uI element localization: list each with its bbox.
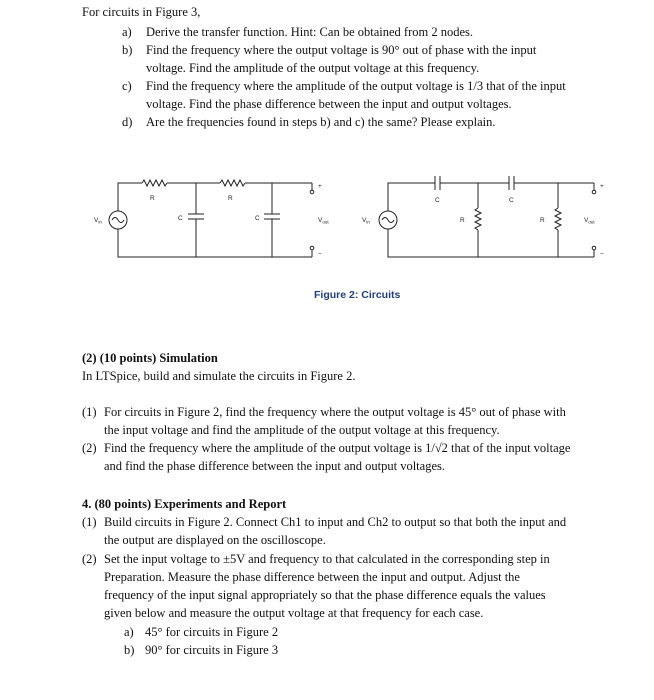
exp-item2-line-1: Set the input voltage to ±5V and frequency to that calculated in the corresponding step in [104,552,550,566]
experiments-heading: 4. (80 points) Experiments and Report [82,497,287,511]
figure-caption: Figure 2: Circuits [314,289,401,301]
right-vout-label: $V_{out}$ [584,217,595,225]
simulation-heading: (2) (10 points) Simulation [82,351,218,365]
exp-item2-line-2: Preparation. Measure the phase difference between the input and output. Adjust the [104,570,520,584]
prelab-a-marker: a) [122,25,132,39]
sim-item1-marker: (1) [82,405,97,419]
left-c1-label: C [178,215,183,222]
exp-item2-line-3: frequency of the input signal appropriately so that the phase difference equals the values [104,588,546,602]
sim-item2-line-2: and find the phase difference between the input and output voltages. [104,459,445,473]
right-r1-label: R [460,217,465,224]
prelab-b-line-1: Find the frequency where the output voltage is 90° out of phase with the input [146,43,537,57]
left-r1-label: R [150,195,155,202]
exp-item1-line-2: the output are displayed on the oscilloscope. [104,533,326,547]
simulation-intro: In LTSpice, build and simulate the circuits in Figure 2. [82,369,356,383]
right-plus-sign: + [600,183,604,190]
prelab-b-line-2: voltage. Find the amplitude of the output voltage at this frequency. [146,61,480,75]
prelab-a-line-1: Derive the transfer function. Hint: Can be obtained from 2 nodes. [146,25,473,39]
right-r2-label: R [540,217,545,224]
right-vin-label: $V_{in}$ [362,217,370,225]
prelab-d-marker: d) [122,115,133,129]
sim-item2-marker: (2) [82,441,97,455]
left-c2-label: C [255,215,260,222]
right-minus-sign: − [600,251,604,258]
exp-item1-line-1: Build circuits in Figure 2. Connect Ch1 to input and Ch2 to output so that both the input and [104,515,567,529]
exp-sub-a-text: 45° for circuits in Figure 2 [145,625,279,639]
exp-sub-a-marker: a) [124,625,134,639]
exp-sub-b-marker: b) [124,643,135,657]
prelab-c-line-2: voltage. Find the phase difference between the input and output voltages. [146,97,512,111]
exp-sub-b-text: 90° for circuits in Figure 3 [145,643,279,657]
prelab-b-marker: b) [122,43,133,57]
left-r2-label: R [228,195,233,202]
left-minus-sign: − [318,251,322,258]
circuit-rc-lowpass [80,170,340,265]
left-vout-label: $V_{out}$ [318,217,329,225]
intro-line: For circuits in Figure 3, [82,5,201,19]
exp-item2-line-4: given below and measure the output voltage at that frequency for each case. [104,606,484,620]
exp-item2-marker: (2) [82,552,97,566]
right-c1-label: C [435,197,440,204]
left-vin-label: $V_{in}$ [94,217,102,225]
circuit-cr-highpass [352,170,622,265]
exp-item1-marker: (1) [82,515,97,529]
prelab-d-line-1: Are the frequencies found in steps b) and c) the same? Please explain. [146,115,496,129]
sim-item2-line-1: Find the frequency where the amplitude of the output voltage is 1/√2 that of the input voltage [104,441,571,455]
sim-item1-line-2: the input voltage and find the amplitude of the output voltage at this frequency. [104,423,500,437]
prelab-c-line-1: Find the frequency where the amplitude of the output voltage is 1/3 that of the input [146,79,566,93]
sim-item1-line-1: For circuits in Figure 2, find the frequency where the output voltage is 45° out of phase with [104,405,566,419]
right-c2-label: C [509,197,514,204]
left-plus-sign: + [318,183,322,190]
prelab-c-marker: c) [122,79,132,93]
